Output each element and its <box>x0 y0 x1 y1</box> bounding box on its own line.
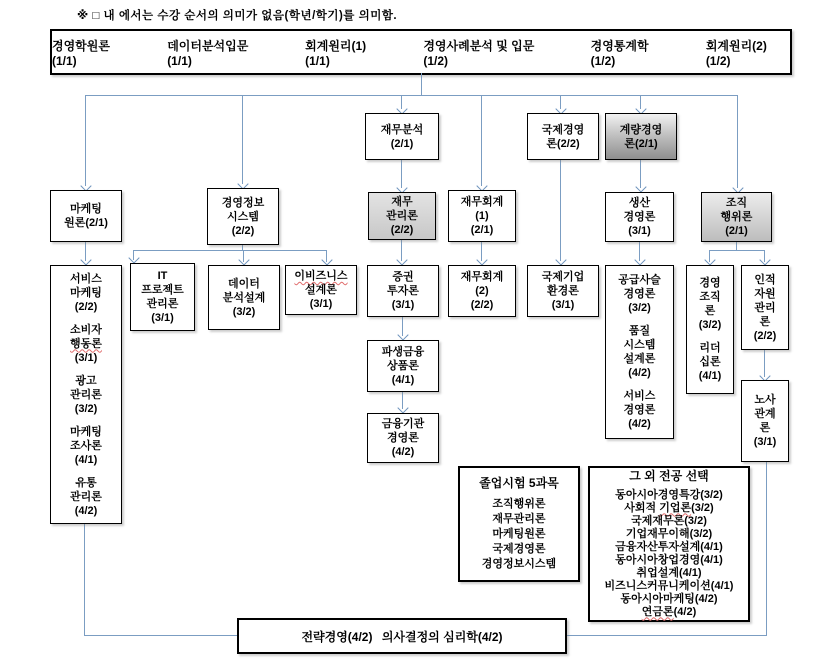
course-line: 리더 <box>699 342 721 354</box>
course-line: 환경론 <box>547 285 579 297</box>
course-box-fin-acct-2 <box>448 265 516 317</box>
course-line: 마케팅 <box>70 203 102 215</box>
course-line: 경영론 <box>623 404 656 416</box>
course-box-labor-relations <box>741 380 789 462</box>
course-box-it-project <box>130 263 195 331</box>
course-line: 분석설계 <box>222 291 266 304</box>
course-box-mis <box>207 188 279 245</box>
course-line: (2/1) <box>470 224 494 236</box>
course-line: 서비스 <box>70 272 102 285</box>
course-line: 투자론 <box>387 285 419 297</box>
course-box-securities <box>367 265 439 317</box>
arrowhead-icon <box>397 329 408 340</box>
intro-course-label: 회계원리(1)(1/1) <box>305 38 367 68</box>
course-box-intl-biz-env <box>527 265 599 317</box>
arrowhead-icon <box>635 181 646 192</box>
course-line: (4/2) <box>74 504 98 517</box>
connector-line <box>481 96 482 186</box>
course-line: 행위론 <box>720 211 753 223</box>
course-line: 소비자 <box>70 323 102 336</box>
course-box-hr-mgmt <box>741 265 789 350</box>
course-line: 설계론 <box>305 284 337 296</box>
connector-line <box>709 250 765 251</box>
course-line: 관리 <box>754 301 776 314</box>
misspelling-underline: 기업론 <box>659 501 692 514</box>
course-line: 조직 <box>725 197 748 209</box>
course-box-financial-analysis <box>365 113 439 160</box>
course-line: 론(2/2) <box>546 137 580 150</box>
course-line: 경영론 <box>623 211 656 223</box>
arrowhead-icon <box>476 254 487 265</box>
course-box-marketing-track <box>50 265 122 524</box>
course-line: 론 <box>704 305 716 317</box>
course-box-production-mgmt <box>605 192 674 242</box>
arrowhead-icon <box>80 254 91 265</box>
course-line: 시스템 <box>227 210 259 223</box>
course-line: 자원 <box>754 287 776 300</box>
course-line: 금융자산투자설계(4/1) <box>615 540 723 553</box>
course-line: 조사론 <box>70 439 102 452</box>
course-line: 재무회계 <box>460 271 504 283</box>
course-line: (2/1) <box>390 137 414 150</box>
course-box-financial-mgmt <box>368 192 436 240</box>
connector-line <box>84 635 238 636</box>
course-line: 관리론 <box>386 210 418 222</box>
course-line: (2/2) <box>753 329 777 342</box>
strategy-course-box <box>237 618 567 654</box>
course-line: 국제경영론 <box>492 543 546 555</box>
course-line: 시스템 <box>623 339 656 351</box>
course-line: (2) <box>475 285 489 297</box>
course-line: (3/1) <box>628 225 651 237</box>
course-line: 노사 <box>754 394 776 406</box>
course-line: 취업설계(4/1) <box>636 566 702 579</box>
course-line: (4/2) <box>628 418 651 430</box>
arrowhead-icon <box>759 254 770 265</box>
arrowhead-icon <box>128 252 139 263</box>
connector-line <box>560 158 561 261</box>
course-line: 국제기업 <box>541 271 585 283</box>
connector-line <box>85 96 86 186</box>
course-line: (1) <box>475 210 489 222</box>
course-line: (3/1) <box>74 351 98 364</box>
course-line: 십론 <box>699 356 721 368</box>
course-line: 서비스 <box>623 390 656 402</box>
course-line: (3/1) <box>551 299 575 311</box>
course-box-data-analysis-design <box>208 265 280 330</box>
misspelling-underline: 연금론 <box>641 605 674 618</box>
course-line: 사회적 기업론(3/2) <box>624 501 714 514</box>
course-line: (3/1) <box>309 298 333 310</box>
connector-line <box>567 635 767 636</box>
course-line: 관계 <box>754 408 776 420</box>
course-line: (4/2) <box>391 446 415 458</box>
course-line: (3/2) <box>74 402 98 415</box>
intro-course-label: 경영사례분석 및 입문(1/2) <box>423 38 535 68</box>
course-line: 조직행위론 <box>492 498 546 510</box>
course-line: 경영론 <box>623 288 656 300</box>
connector-line <box>766 460 767 636</box>
course-box-derivatives <box>367 340 439 392</box>
course-line: 동아시아마케팅(4/2) <box>620 592 718 605</box>
course-line: 동아시아경영특강(3/2) <box>615 488 723 501</box>
course-line: (3/2) <box>232 305 256 318</box>
course-line <box>294 269 347 283</box>
course-line: 공급사슬 <box>618 274 661 286</box>
course-line: IT <box>157 270 168 282</box>
arrowhead-icon <box>397 402 408 413</box>
arrowhead-icon <box>396 254 407 265</box>
course-line: 론 <box>759 315 771 328</box>
course-box-quant-mgmt <box>605 113 677 160</box>
intro-course-label: 데이터분석입문(1/1) <box>167 38 249 68</box>
course-box-fin-acct-1 <box>448 190 516 242</box>
connector-line <box>242 96 243 184</box>
first-year-courses-box <box>50 29 792 75</box>
course-line: (2/1) <box>725 225 748 237</box>
course-line: 관리론 <box>70 388 102 401</box>
course-line: 상품론 <box>387 360 419 372</box>
intro-course-label: 경영학원론(1/1) <box>52 38 110 68</box>
course-line: 조직 <box>699 291 721 303</box>
course-box-org-track <box>686 265 734 394</box>
course-line: 비즈니스커뮤니케이션(4/1) <box>604 579 734 592</box>
intro-course-label: 회계원리(2)(1/2) <box>705 38 767 68</box>
course-line: 재무회계 <box>460 196 504 208</box>
course-line: (4/1) <box>74 453 98 466</box>
course-line: 경영론 <box>387 432 419 444</box>
strategy-course-label: 전략경영(4/2) 의사결정의 심리학(4/2) <box>301 629 503 644</box>
course-line: (4/2) <box>628 367 651 379</box>
course-line: 마케팅 <box>70 425 102 438</box>
course-line: 재무 <box>391 196 413 208</box>
course-line: 데이터 <box>228 277 260 290</box>
misspelling-underline: 이비즈니스 <box>294 270 348 282</box>
course-line: (4/1) <box>391 374 415 386</box>
connector-line <box>84 522 85 636</box>
graduation-exam-box <box>458 466 580 582</box>
course-line: 광고 <box>75 374 97 387</box>
arrowhead-icon <box>321 254 332 265</box>
course-line: (4/1) <box>698 370 722 382</box>
electives-box <box>588 466 750 622</box>
course-line: (3/2) <box>628 302 651 314</box>
course-line: 계량경영 <box>619 123 663 136</box>
misspelling-underline: 행동론 <box>70 337 102 350</box>
course-line: (2/2) <box>231 224 255 237</box>
course-line: 증권 <box>392 271 414 283</box>
course-line: 설계론 <box>623 353 656 365</box>
course-line: (3/1) <box>151 312 174 324</box>
course-line <box>70 337 102 351</box>
course-line: 경영정보 <box>221 196 265 209</box>
course-line: 경영정보시스템 <box>481 558 557 570</box>
arrowhead-icon <box>704 254 715 265</box>
arrowhead-icon <box>634 254 645 265</box>
connector-line <box>737 96 738 188</box>
course-line: 원론(2/1) <box>64 217 108 229</box>
course-line: (2/2) <box>390 224 414 236</box>
course-line: 재무관리론 <box>492 513 546 525</box>
course-box-intl-mgmt <box>527 113 599 160</box>
graduation-exam-title: 졸업시험 5과목 <box>479 476 559 490</box>
course-line: 동아시아창업경영(4/1) <box>615 553 723 566</box>
course-line: 관리론 <box>70 490 102 503</box>
connector-line <box>421 73 422 96</box>
course-line: 파생금융 <box>381 346 425 358</box>
arrowhead-icon <box>555 254 566 265</box>
connector-line <box>133 250 327 251</box>
course-line: 생산 <box>628 197 651 209</box>
course-line: 금융기관 <box>381 418 425 430</box>
course-line: 기업재무이해(3/2) <box>625 527 713 540</box>
course-line: 연금론(4/2) <box>641 605 697 618</box>
diagram-note: ※ □ 내 에서는 수강 순서의 의미가 없음(학년/학기)를 의미함. <box>77 10 398 22</box>
course-line: 프로젝트 <box>141 284 184 296</box>
course-line: 유통 <box>75 476 97 489</box>
course-line: (3/1) <box>391 299 415 311</box>
course-line: 경영 <box>699 277 721 289</box>
course-line: (3/1) <box>753 436 777 448</box>
course-line: 마케팅 <box>70 286 102 299</box>
course-line: (2/2) <box>74 300 98 313</box>
course-line: 관리론 <box>146 298 179 310</box>
course-line: 국제재무론(3/2) <box>631 514 707 527</box>
course-box-fin-institutions <box>367 413 439 463</box>
arrowhead-icon <box>238 254 249 265</box>
intro-course-label: 경영통계학(1/2) <box>590 38 649 68</box>
course-box-ebiz-design <box>285 265 357 315</box>
course-line: (2/2) <box>470 299 494 311</box>
course-line: 론 <box>759 422 771 434</box>
course-line: 국제경영 <box>541 123 585 136</box>
electives-title: 그 외 전공 선택 <box>629 468 709 483</box>
course-line: 인적 <box>754 273 776 286</box>
course-box-org-behavior <box>701 192 772 242</box>
course-line: 마케팅원론 <box>492 528 546 540</box>
course-box-marketing-principles <box>50 190 122 242</box>
course-line: 품질 <box>628 325 651 337</box>
course-line: 론(2/1) <box>624 137 658 150</box>
course-line: (3/2) <box>698 319 722 331</box>
course-box-operations-track <box>605 265 674 439</box>
course-line: 재무분석 <box>380 123 424 136</box>
